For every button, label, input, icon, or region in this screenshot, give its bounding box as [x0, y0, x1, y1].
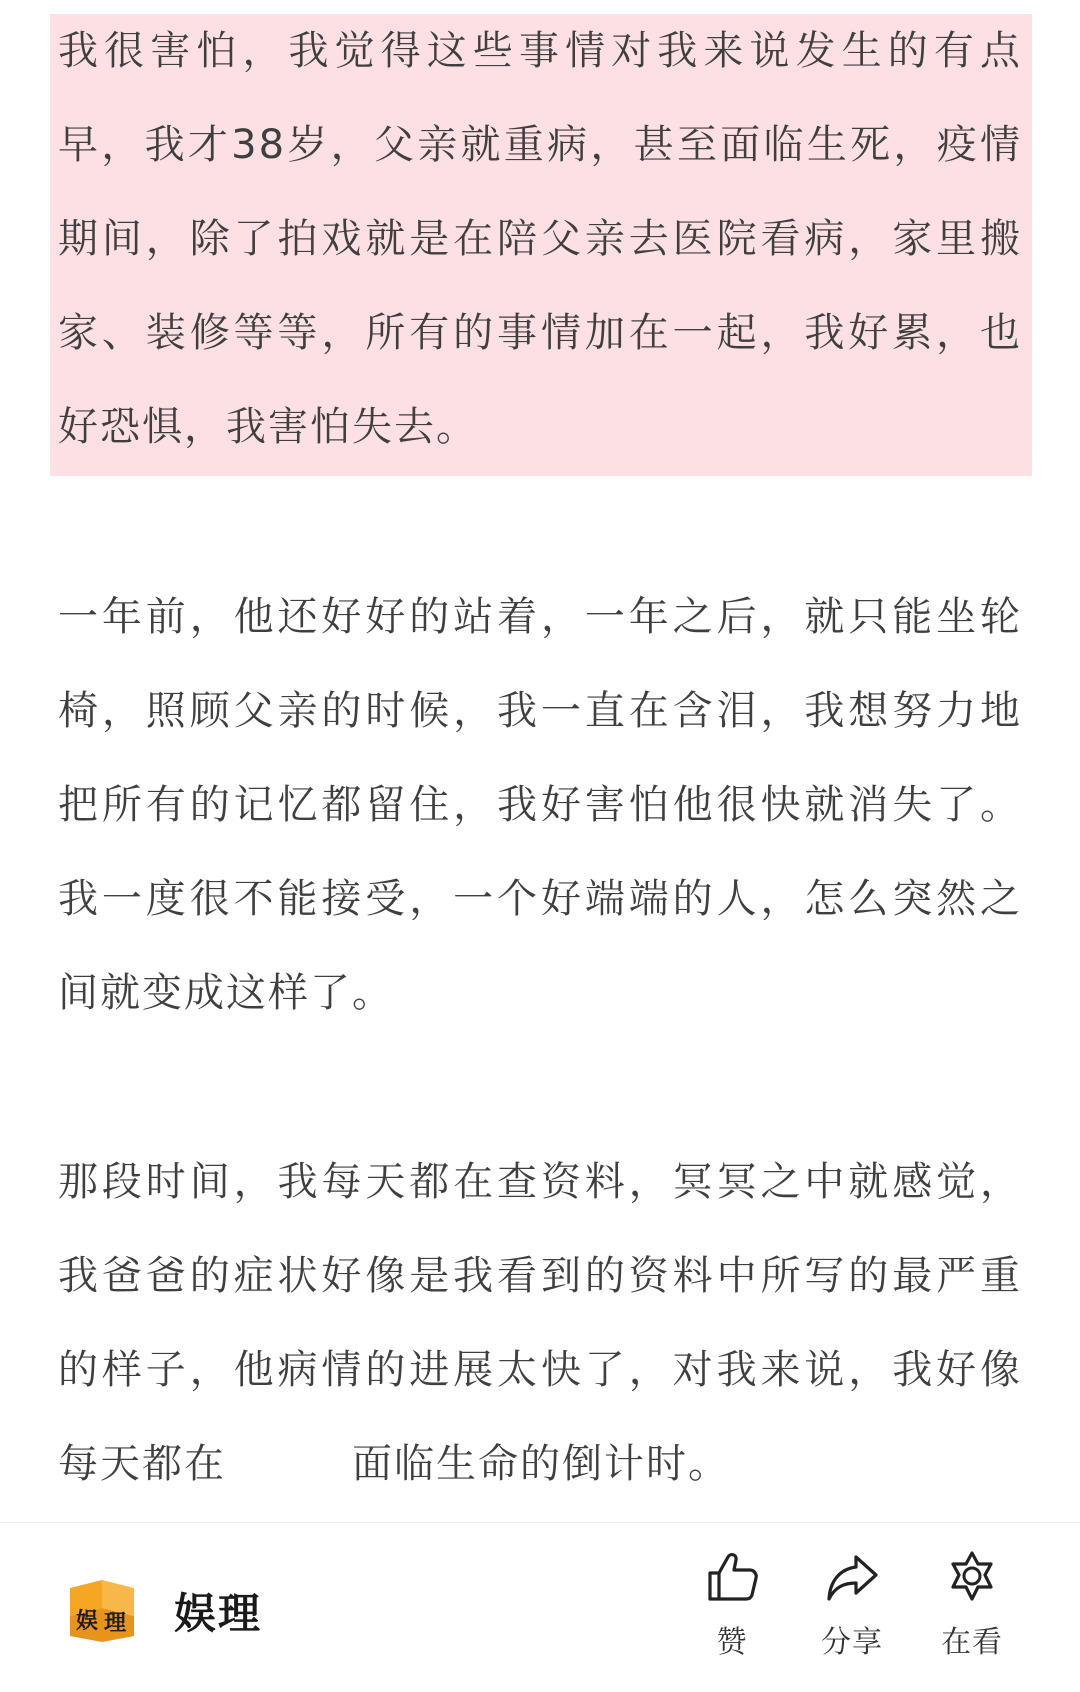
star-flower-icon — [944, 1549, 1000, 1605]
share-button[interactable] — [802, 1549, 902, 1661]
like-button[interactable] — [682, 1549, 782, 1661]
account-logo[interactable] — [66, 1578, 138, 1644]
svg-text:娱: 娱 — [76, 1609, 99, 1634]
looking-button[interactable] — [922, 1549, 1022, 1661]
paragraph-1: 我很害怕，我觉得这些事情对我来说发生的有点早，我才38岁，父亲就重病，甚至面临生死，疫情期间，除了拍戏就是在陪父亲去医院看病，家里搬家、装修等等，所有的事情加在一起，我好累，也好恐惧，我害怕失去。 — [58, 28, 1022, 450]
paragraph-3: 那段时间，我每天都在查资料，冥冥之中就感觉，我爸爸的症状好像是我看到的资料中所写的最严重的样子，他病情的进展太快了，对我来说，我好像每天都在 面临生命的倒计时。 — [58, 1159, 1022, 1487]
account-logo-icon — [66, 1578, 138, 1644]
account-info[interactable] — [66, 1575, 262, 1647]
account-name[interactable]: 娱理 — [174, 1589, 263, 1638]
svg-text:理: 理 — [104, 1611, 127, 1636]
thumbs-up-icon — [704, 1549, 760, 1605]
share-label: 分享 — [821, 1625, 883, 1660]
bottom-action-bar — [0, 1523, 1080, 1692]
paragraph-2: 一年前，他还好好的站着，一年之后，就只能坐轮椅，照顾父亲的时候，我一直在含泪，我想努力地把所有的记忆都留住，我好害怕他很快就消失了。我一度很不能接受，一个好端端的人，怎么突然之间就变成这样了。 — [58, 594, 1022, 1016]
looking-label: 在看 — [941, 1625, 1003, 1660]
share-arrow-icon — [824, 1549, 880, 1605]
like-label: 赞 — [716, 1625, 748, 1660]
